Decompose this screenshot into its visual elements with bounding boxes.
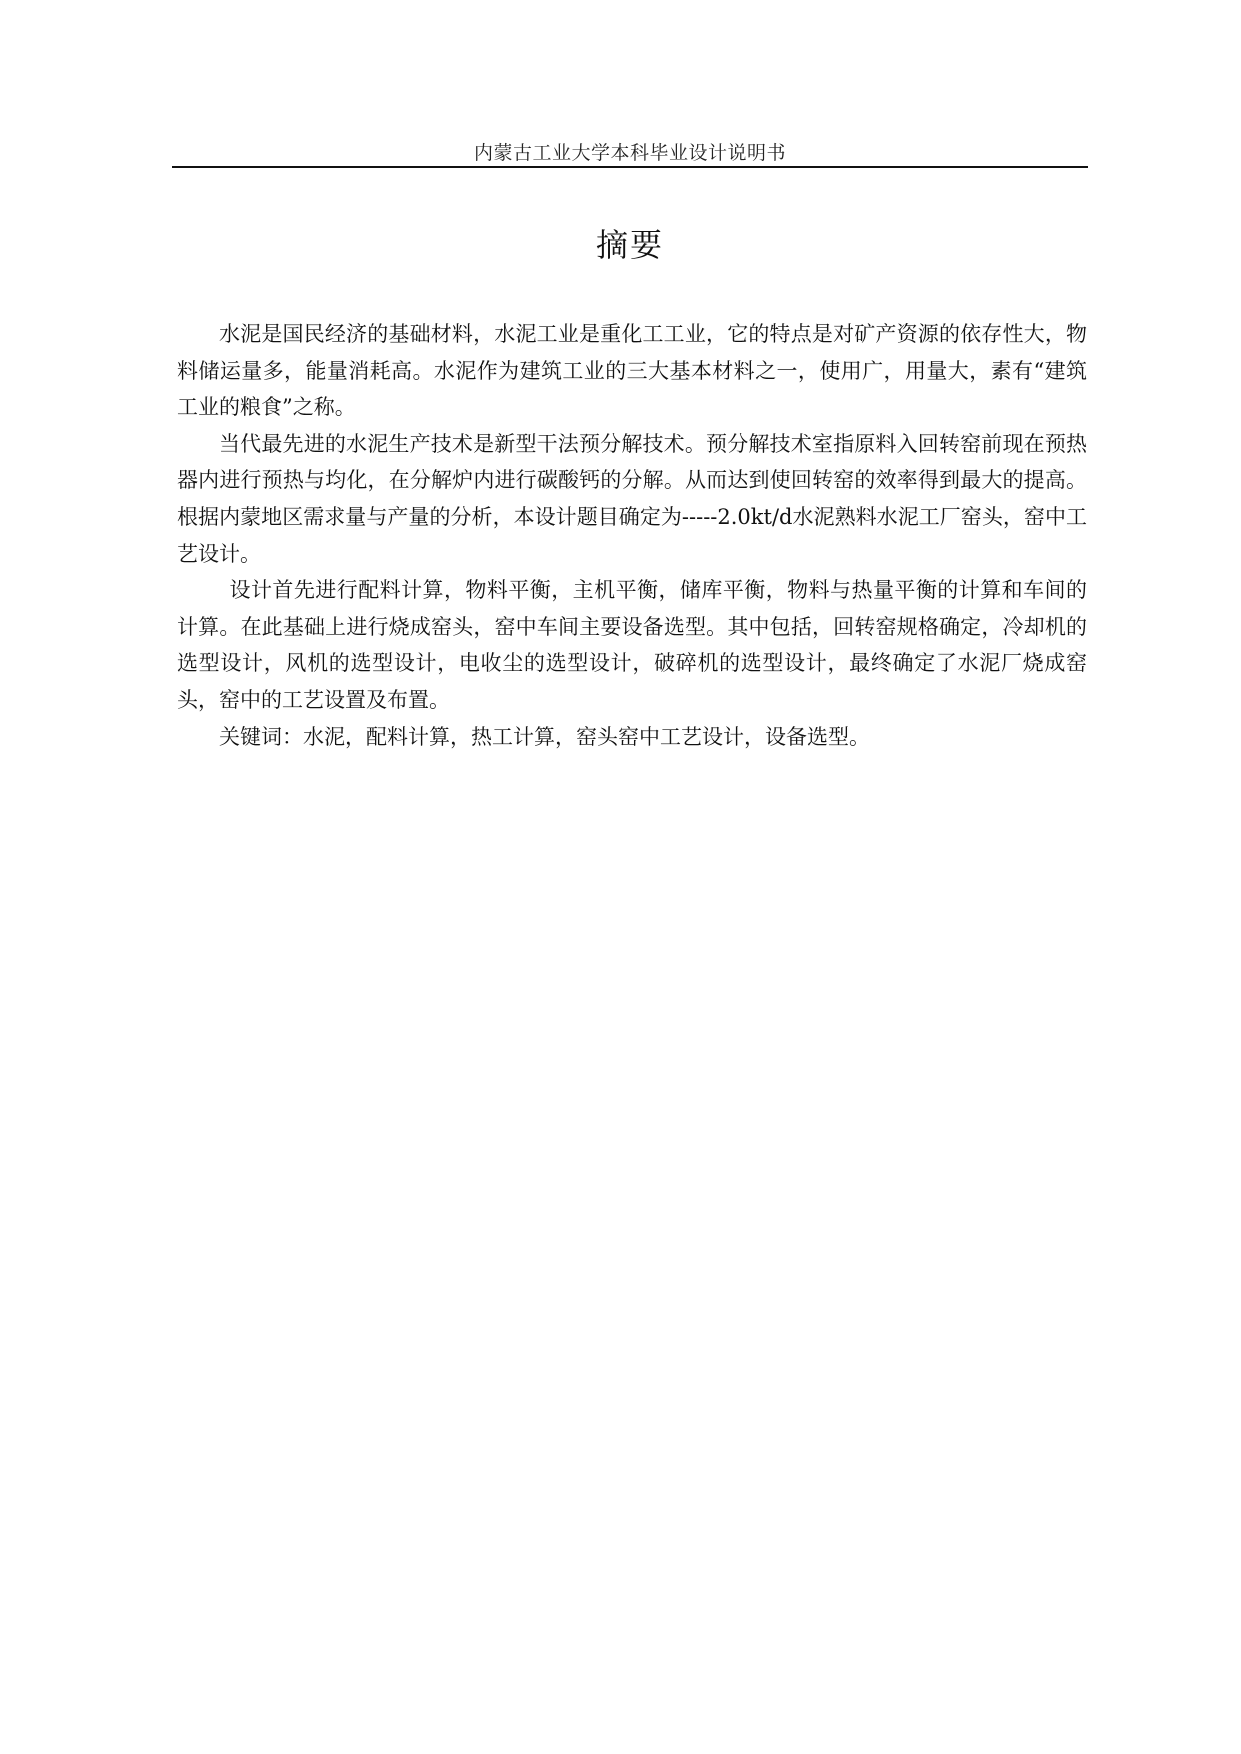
- keywords-line: 关键词：水泥，配料计算，热工计算，窑头窑中工艺设计，设备选型。: [219, 724, 870, 749]
- abstract-body: [177, 316, 1087, 755]
- abstract-paragraph-3: 设计首先进行配料计算，物料平衡，主机平衡，储库平衡，物料与热量平衡的计算和车间的计算。在此基础上进行烧成窑头，窑中车间主要设备选型。其中包括，回转窑规格确定，冷却机的选型设计，风机的选型设计，电收尘的选型设计，破碎机的选型设计，最终确定了水泥厂烧成窑头，窑中的工艺设置及布置。: [177, 578, 1087, 712]
- abstract-paragraph-2: 当代最先进的水泥生产技术是新型干法预分解技术。预分解技术室指原料入回转窑前现在预热器内进行预热与均化，在分解炉内进行碳酸钙的分解。从而达到使回转窑的效率得到最大的提高。根据内蒙地区需求量与产量的分析，本设计题目确定为-----2.0kt/d水泥熟料水泥工厂窑头，窑中工艺设计。: [177, 431, 1087, 566]
- page-title: 摘要: [595, 226, 664, 264]
- running-header: 内蒙古工业大学本科毕业设计说明书: [473, 142, 786, 164]
- abstract-paragraph-1: 水泥是国民经济的基础材料，水泥工业是重化工工业，它的特点是对矿产资源的依存性大，物料储运量多，能量消耗高。水泥作为建筑工业的三大基本材料之一，使用广，用量大，素有“建筑工业的粮食”之称。: [177, 322, 1087, 420]
- header-divider: [172, 166, 1088, 168]
